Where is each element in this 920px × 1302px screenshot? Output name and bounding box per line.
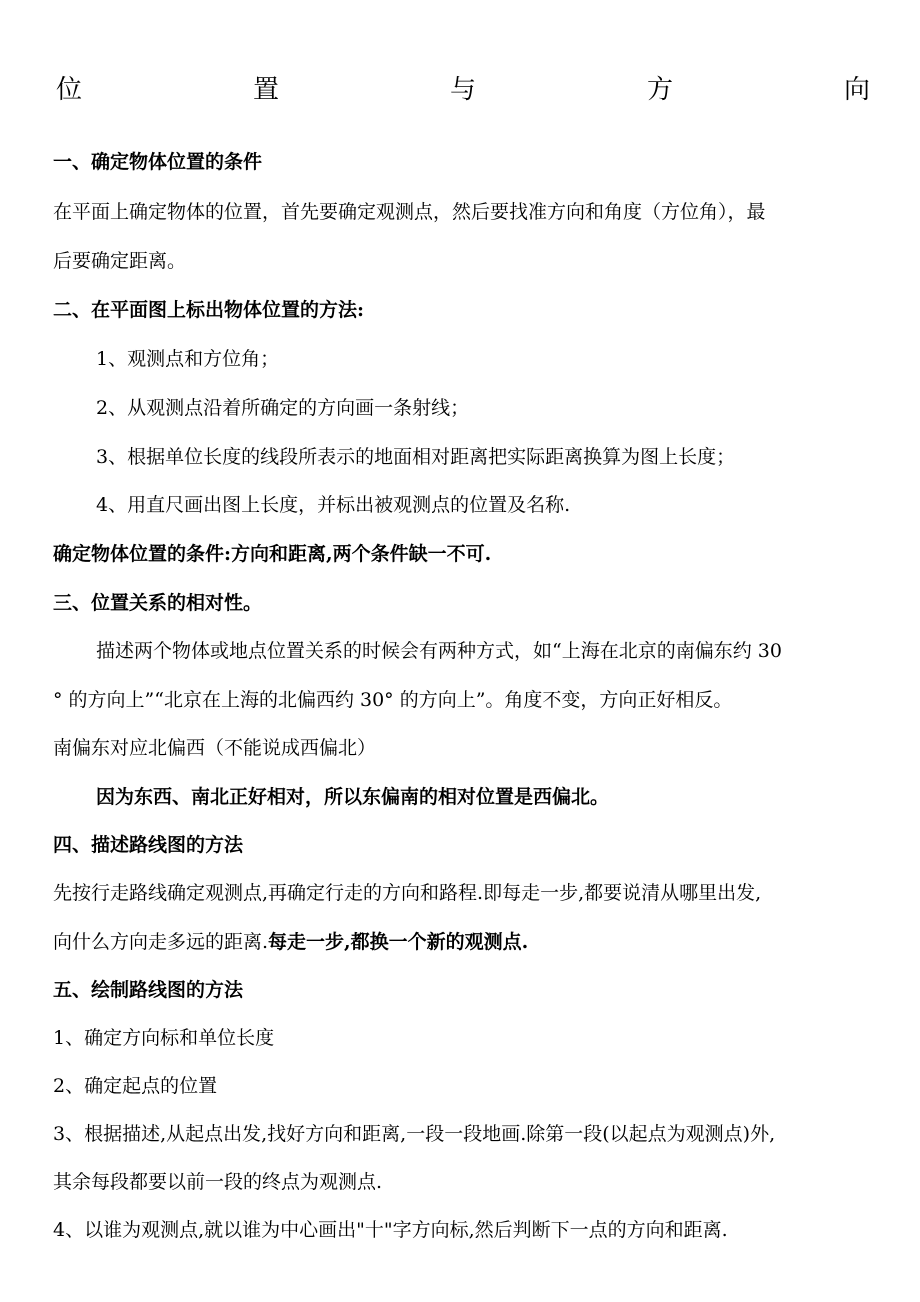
title-char: 位 [56, 75, 83, 105]
section2-item: 4、用直尺画出图上长度，并标出被观测点的位置及名称. [96, 494, 571, 516]
section2-item: 1、观测点和方位角； [96, 348, 280, 370]
section5-heading: 五、绘制路线图的方法 [53, 979, 244, 1001]
section3-bold-line: 因为东西、南北正好相对，所以东偏南的相对位置是西偏北。 [96, 786, 610, 808]
section2-heading: 二、在平面图上标出物体位置的方法: [53, 299, 365, 321]
section1-heading: 一、确定物体位置的条件 [53, 151, 263, 173]
section1-para-line1: 在平面上确定物体的位置，首先要确定观测点，然后要找准方向和角度（方位角），最 [53, 201, 766, 223]
section3-para-line3: 南偏东对应北偏西（不能说成西偏北） [53, 737, 377, 759]
section5-item4: 4、以谁为观测点,就以谁为中心画出"十"字方向标,然后判断下一点的方向和距离. [53, 1219, 728, 1241]
section3-para-line2: ° 的方向上”“北京在上海的北偏西约 30° 的方向上”。角度不变，方向正好相反。 [53, 689, 733, 711]
section4-para-line1: 先按行走路线确定观测点,再确定行走的方向和路程.即每走一步,都要说清从哪里出发, [53, 882, 762, 904]
title-char: 置 [252, 75, 279, 105]
title-char: 与 [449, 75, 476, 105]
title-char: 方 [646, 75, 673, 105]
section4-para-line2-bold: 每走一步,都换一个新的观测点. [268, 931, 529, 953]
section1-para-line2: 后要确定距离。 [53, 250, 187, 272]
section4-para-line2 [53, 928, 528, 956]
section3-para-line1: 描述两个物体或地点位置关系的时候会有两种方式，如“上海在北京的南偏东约 30 [96, 640, 782, 662]
section2-item: 3、根据单位长度的线段所表示的地面相对距离把实际距离换算为图上长度； [96, 446, 736, 468]
section2-item: 2、从观测点沿着所确定的方向画一条射线； [96, 397, 470, 419]
section5-item2: 2、确定起点的位置 [53, 1075, 218, 1097]
page-title [56, 70, 870, 110]
section3-heading: 三、位置关系的相对性。 [53, 592, 263, 614]
title-char: 向 [843, 75, 870, 105]
section5-item1: 1、确定方向标和单位长度 [53, 1027, 275, 1049]
section5-item3-line2: 其余每段都要以前一段的终点为观测点. [53, 1171, 383, 1193]
section5-item3-line1: 3、根据描述,从起点出发,找好方向和距离,一段一段地画.除第一段(以起点为观测点)外, [53, 1123, 776, 1145]
section4-heading: 四、描述路线图的方法 [53, 834, 244, 856]
section4-para-line2-normal: 向什么方向走多远的距离. [53, 931, 269, 953]
section2-summary: 确定物体位置的条件:方向和距离,两个条件缺一不可. [53, 543, 492, 565]
